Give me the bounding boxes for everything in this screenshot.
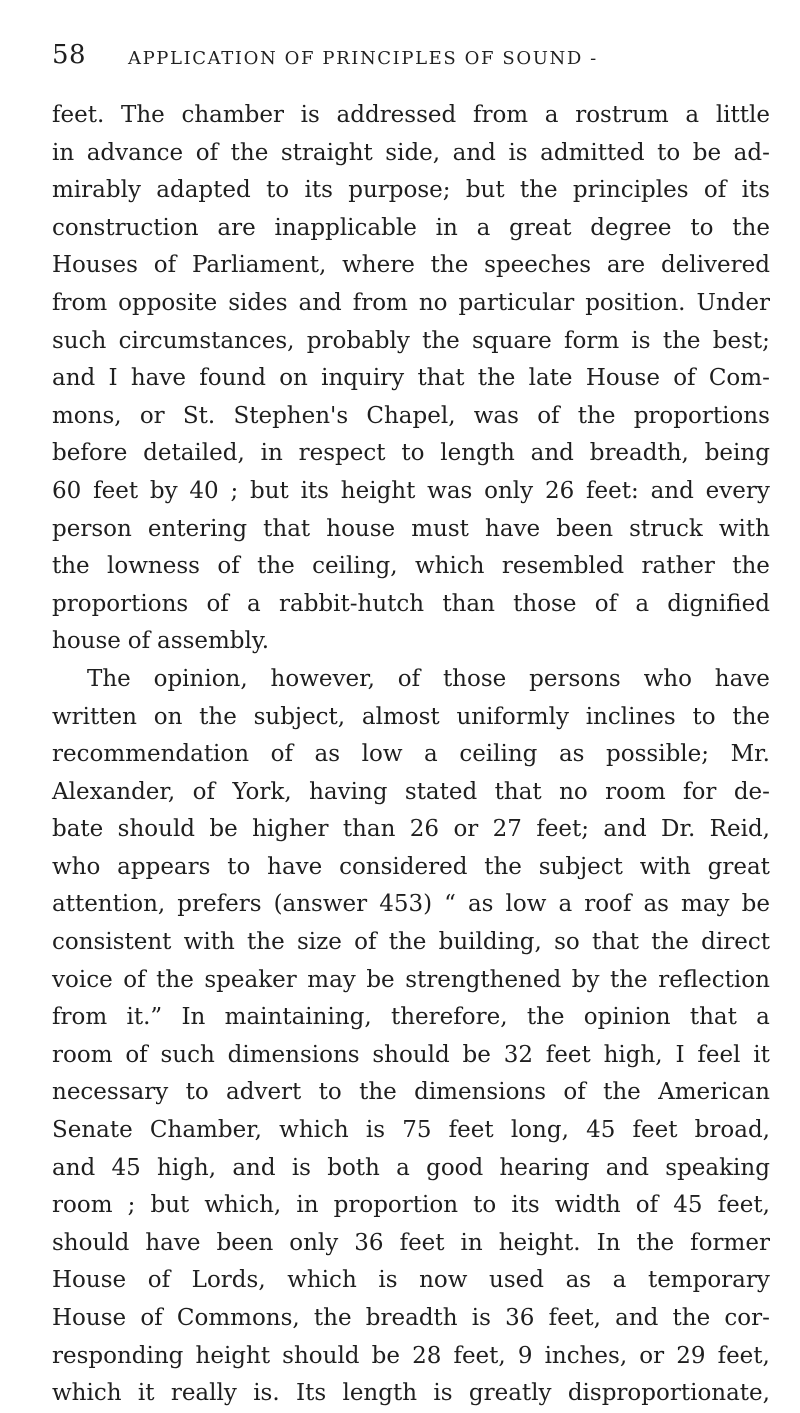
text-line: attention, prefers (answer 453) “ as low a roof as may be: [52, 891, 770, 918]
running-head: APPLICATION OF PRINCIPLES OF SOUND -: [128, 48, 598, 69]
text-line: such circumstances, probably the square form is the best;: [52, 327, 770, 354]
text-line: House of Lords, which is now used as a temporary: [52, 1267, 770, 1294]
text-line: and 45 high, and is both a good hearing and speaking: [52, 1154, 770, 1181]
text-line: voice of the speaker may be strengthened by the reflection: [52, 966, 770, 993]
text-line: in advance of the straight side, and is admitted to be ad-: [52, 139, 770, 166]
text-line: house of assembly.: [52, 628, 270, 655]
text-line: written on the subject, almost uniformly inclines to the: [52, 703, 770, 730]
text-line: before detailed, in respect to length and breadth, being: [52, 440, 770, 467]
text-line: mirably adapted to its purpose; but the principles of its: [52, 177, 770, 204]
text-line: proportions of a rabbit-hutch than those of a dignified: [52, 590, 770, 617]
text-line: The opinion, however, of those persons who have: [87, 665, 770, 692]
paragraph-2: [52, 661, 770, 1413]
page-number: 58: [52, 40, 87, 70]
text-line: bate should be higher than 26 or 27 feet; and Dr. Reid,: [52, 816, 770, 843]
text-line: the lowness of the ceiling, which resembled rather the: [52, 553, 770, 580]
text-line: Houses of Parliament, where the speeches are delivered: [52, 252, 770, 279]
text-line: which it really is. Its length is greatly disproportionate,: [52, 1380, 770, 1407]
text-line: room ; but which, in proportion to its width of 45 feet,: [52, 1192, 770, 1219]
text-line: who appears to have considered the subject with great: [52, 853, 770, 880]
text-line: 60 feet by 40 ; but its height was only 26 feet: and every: [52, 477, 770, 504]
text-line: should have been only 36 feet in height. In the former: [52, 1229, 770, 1256]
text-line: necessary to advert to the dimensions of the American: [52, 1079, 770, 1106]
text-line: and I have found on inquiry that the late House of Com-: [52, 365, 770, 392]
text-line: feet. The chamber is addressed from a rostrum a little: [52, 102, 770, 128]
text-line: recommendation of as low a ceiling as possible; Mr.: [52, 741, 770, 768]
text-line: House of Commons, the breadth is 36 feet, and the cor-: [52, 1305, 770, 1331]
text-line: Alexander, of York, having stated that no room for de-: [52, 778, 770, 805]
text-line: construction are inapplicable in a great degree to the: [52, 214, 770, 241]
text-line: responding height should be 28 feet, 9 inches, or 29 feet,: [52, 1342, 770, 1369]
text-line: mons, or St. Stephen's Chapel, was of the proportions: [52, 402, 770, 429]
text-line: from opposite sides and from no particular position. Under: [52, 289, 770, 316]
body-text: [52, 97, 770, 1413]
text-line: person entering that house must have been struck with: [52, 515, 770, 542]
text-line: from it.” In maintaining, therefore, the opinion that a: [52, 1004, 770, 1031]
text-line: consistent with the size of the building, so that the direct: [52, 929, 770, 956]
text-line: room of such dimensions should be 32 feet high, I feel it: [52, 1041, 770, 1068]
paragraph-1: [52, 97, 770, 661]
text-line: Senate Chamber, which is 75 feet long, 45 feet broad,: [52, 1117, 770, 1144]
